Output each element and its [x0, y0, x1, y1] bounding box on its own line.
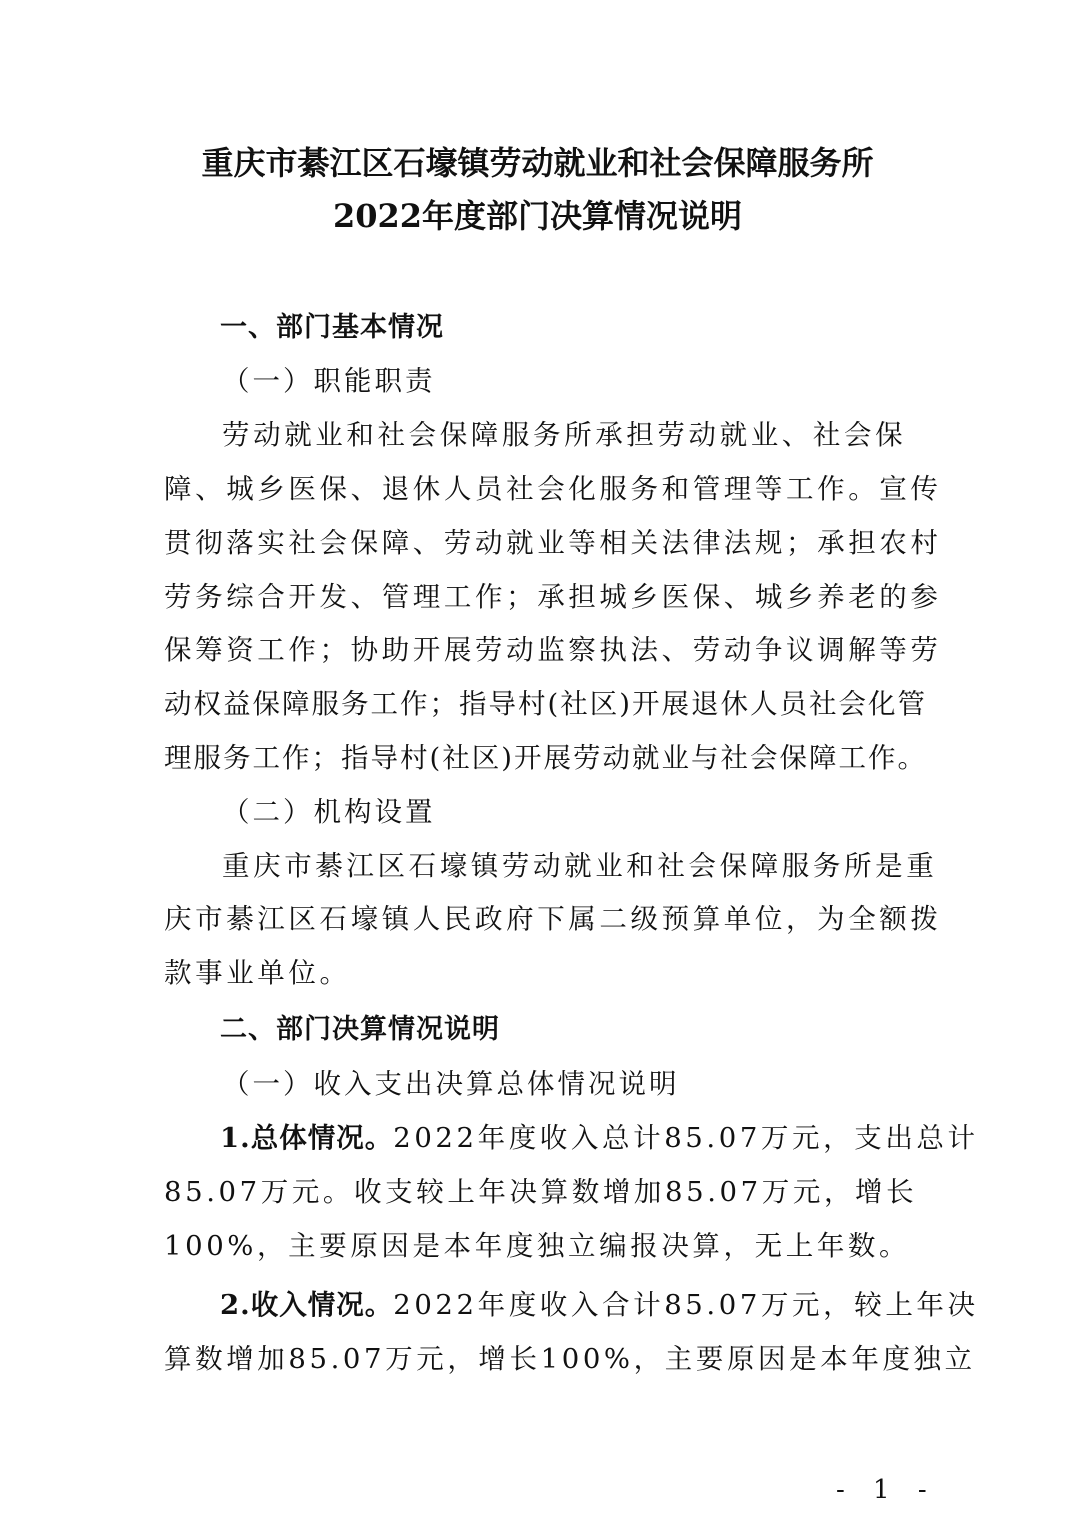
paragraph-line: 重庆市綦江区石壕镇劳动就业和社会保障服务所是重 — [222, 850, 938, 882]
paragraph-line: 理服务工作；指导村(社区)开展劳动就业与社会保障工作。 — [164, 742, 927, 774]
subsection-heading-organization: （二）机构设置 — [222, 796, 436, 828]
paragraph-line-income — [220, 1285, 979, 1325]
paragraph-text: 2022年度收入合计85.07万元，较上年决 — [393, 1289, 979, 1321]
paragraph-lead: 2.收入情况。 — [220, 1289, 394, 1321]
paragraph-line: 算数增加85.07万元，增长100%，主要原因是本年度独立 — [164, 1343, 976, 1375]
document-title-line-1: 重庆市綦江区石壕镇劳动就业和社会保障服务所 — [201, 144, 874, 182]
paragraph-line: 劳务综合开发、管理工作；承担城乡医保、城乡养老的参 — [164, 581, 942, 613]
paragraph-line: 85.07万元。收支较上年决算数增加85.07万元，增长 — [164, 1176, 918, 1208]
paragraph-line: 款事业单位。 — [164, 957, 351, 989]
paragraph-line: 劳动就业和社会保障服务所承担劳动就业、社会保 — [222, 419, 907, 451]
paragraph-text: 2022年度收入总计85.07万元，支出总计 — [393, 1122, 979, 1154]
paragraph-line: 保筹资工作；协助开展劳动监察执法、劳动争议调解等劳 — [164, 634, 942, 666]
paragraph-line-overall — [220, 1118, 979, 1158]
paragraph-lead: 1.总体情况。 — [220, 1122, 394, 1154]
section-heading-basic-info: 一、部门基本情况 — [220, 312, 444, 343]
subsection-heading-duties: （一）职能职责 — [222, 365, 436, 397]
document-title-line-2: 2022年度部门决算情况说明 — [332, 197, 743, 235]
page-number: - 1 - — [836, 1475, 937, 1505]
paragraph-line: 100%，主要原因是本年度独立编报决算，无上年数。 — [164, 1230, 911, 1262]
paragraph-line: 动权益保障服务工作；指导村(社区)开展退休人员社会化管 — [164, 688, 927, 720]
paragraph-line: 障、城乡医保、退休人员社会化服务和管理等工作。宣传 — [164, 473, 942, 505]
subsection-heading-income-expense: （一）收入支出决算总体情况说明 — [222, 1068, 680, 1100]
paragraph-line: 贯彻落实社会保障、劳动就业等相关法律法规；承担农村 — [164, 527, 942, 559]
section-heading-final-accounts: 二、部门决算情况说明 — [220, 1014, 500, 1045]
paragraph-line: 庆市綦江区石壕镇人民政府下属二级预算单位，为全额拨 — [164, 903, 942, 935]
